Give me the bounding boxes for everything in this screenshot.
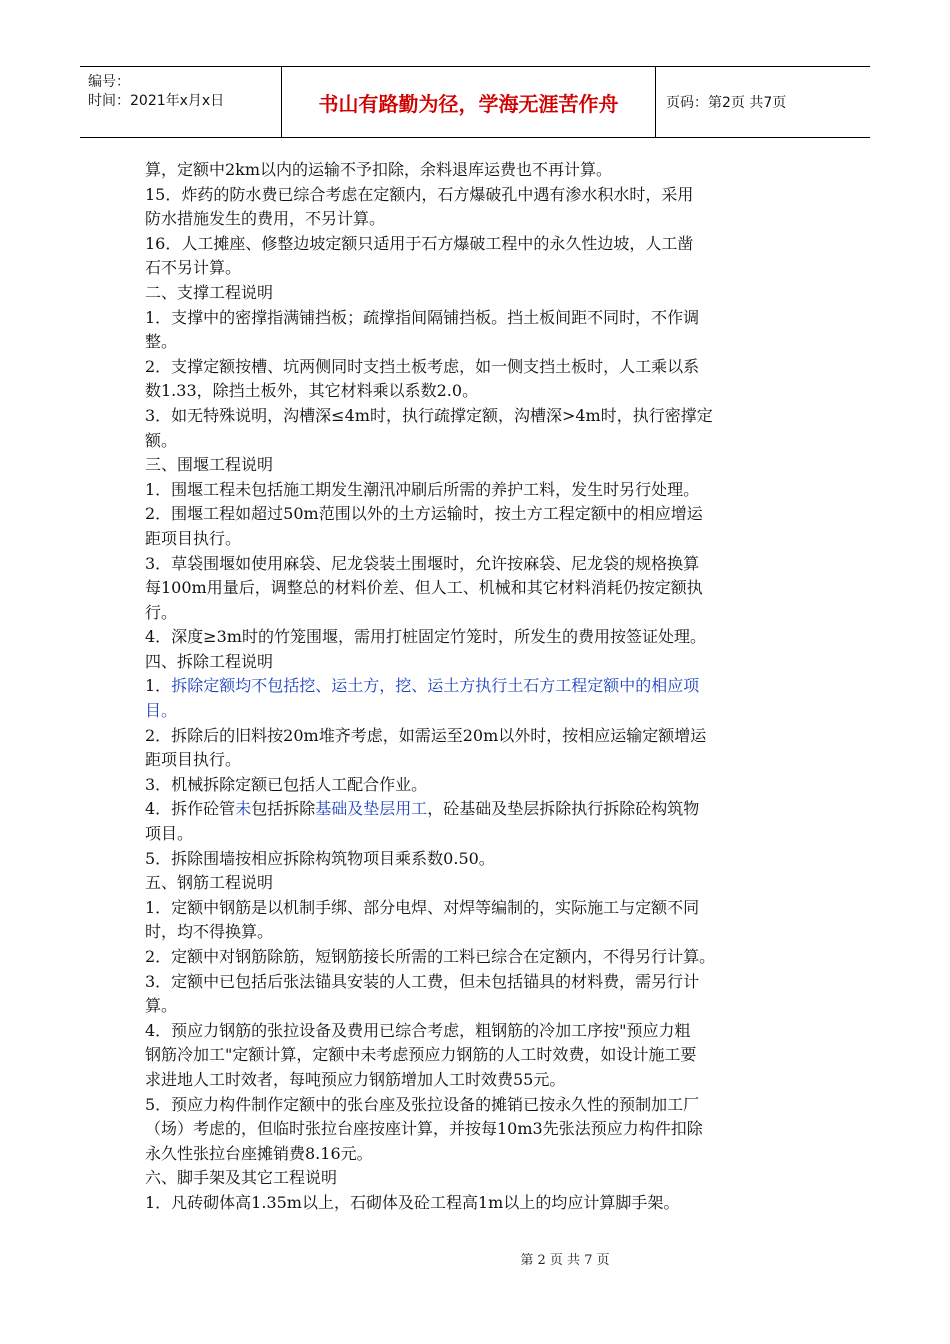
document-number: 编号： (88, 74, 130, 90)
body-line (145, 773, 817, 798)
highlighted-text: 目。 (145, 701, 178, 721)
body-text: 4．深度≥3m时的竹笼围堰，需用打桩固定竹笼时，所发生的费用按签证处理。 (145, 627, 706, 647)
body-line (145, 896, 817, 921)
body-line (145, 355, 817, 380)
body-text: ，砼基础及垫层拆除执行拆除砼构筑物 (427, 799, 700, 819)
body-line (145, 699, 817, 724)
body-text: 距项目执行。 (145, 750, 242, 770)
body-text: 4．拆作砼管 (145, 799, 236, 819)
document-date: 时间：2021年x月x日 (88, 93, 225, 109)
body-text: 16．人工摊座、修整边坡定额只适用于石方爆破工程中的永久性边坡，人工凿 (145, 233, 694, 253)
body-line (145, 601, 817, 626)
body-line (145, 379, 817, 404)
highlighted-text: 基础及垫层用工 (315, 799, 428, 819)
page-footer (0, 1249, 950, 1268)
body-text: 二、支撑工程说明 (145, 282, 274, 302)
body-text: 2．围堰工程如超过50m范围以外的土方运输时，按土方工程定额中的相应增运 (145, 504, 703, 524)
body-line (145, 1142, 817, 1167)
highlighted-text: 拆除定额均不包括挖、运土方，挖、运土方执行土石方工程定额中的相应项 (171, 676, 700, 696)
footer-page-number: 第 2 页 共 7 页 (520, 1253, 610, 1268)
body-text: 求进地人工时效者，每吨预应力钢筋增加人工时效费55元。 (145, 1069, 566, 1089)
body-text: 整。 (145, 332, 178, 352)
body-text: 1．围堰工程未包括施工期发生潮汛冲刷后所需的养护工料，发生时另行处理。 (145, 479, 700, 499)
body-line (145, 552, 817, 577)
body-line (145, 1117, 817, 1142)
body-line (145, 158, 817, 183)
body-text: 距项目执行。 (145, 528, 242, 548)
body-line (145, 306, 817, 331)
body-text: 4．预应力钢筋的张拉设备及费用已综合考虑，粗钢筋的冷加工序按"预应力粗 (145, 1020, 691, 1040)
body-line (145, 207, 817, 232)
body-line (145, 920, 817, 945)
body-line (145, 453, 817, 478)
body-text: 1． (145, 676, 172, 696)
body-line (145, 1068, 817, 1093)
body-text: 算，定额中2km以内的运输不予扣除，余料退库运费也不再计算。 (145, 160, 613, 179)
body-text: 永久性张拉台座摊销费8.16元。 (145, 1143, 373, 1163)
body-line (145, 871, 817, 896)
body-text: 项目。 (145, 824, 194, 844)
body-line (145, 797, 817, 822)
body-text: 5．预应力构件制作定额中的张台座及张拉设备的摊销已按永久性的预制加工厂 (145, 1094, 700, 1114)
body-text: 三、围堰工程说明 (145, 455, 274, 475)
body-text: 2．定额中对钢筋除筋，短钢筋接长所需的工料已综合在定额内，不得另行计算。 (145, 947, 716, 966)
body-text: 15．炸药的防水费已综合考虑在定额内，石方爆破孔中遇有渗水积水时，采用 (145, 184, 694, 204)
body-text: 四、拆除工程说明 (145, 651, 274, 671)
body-text: 3．定额中已包括后张法锚具安装的人工费，但未包括锚具的材料费，需另行计 (145, 971, 700, 991)
body-line (145, 674, 817, 699)
body-text: 算。 (145, 996, 178, 1016)
body-text: 五、钢筋工程说明 (145, 873, 274, 893)
body-line (145, 330, 817, 355)
document-body (145, 158, 817, 1216)
body-text: 2．支撑定额按槽、坑两侧同时支挡土板考虑，如一侧支挡土板时，人工乘以系 (145, 356, 700, 376)
body-line (145, 1093, 817, 1118)
body-text: 5．拆除围墙按相应拆除构筑物项目乘系数0.50。 (145, 848, 495, 868)
body-line (145, 650, 817, 675)
body-text: 1．凡砖砌体高1.35m以上，石砌体及砼工程高1m以上的均应计算脚手架。 (145, 1192, 680, 1212)
body-text: 1．支撑中的密撑指满铺挡板；疏撑指间隔铺挡板。挡土板间距不同时，不作调 (145, 307, 700, 327)
body-line (145, 281, 817, 306)
body-line (145, 527, 817, 552)
body-text: 3．草袋围堰如使用麻袋、尼龙袋装土围堰时，允许按麻袋、尼龙袋的规格换算 (145, 553, 700, 573)
body-line (145, 970, 817, 995)
body-text: 每100m用量后，调整总的材料价差、但人工、机械和其它材料消耗仍按定额执 (145, 578, 703, 598)
body-text: 防水措施发生的费用，不另计算。 (145, 209, 386, 229)
highlighted-text: 未 (235, 799, 252, 819)
body-text: 钢筋冷加工"定额计算，定额中未考虑预应力钢筋的人工时效费，如设计施工要 (145, 1045, 697, 1065)
body-line (145, 502, 817, 527)
body-line (145, 625, 817, 650)
body-text: 数1.33，除挡土板外，其它材料乘以系数2.0。 (145, 381, 479, 401)
page-header (80, 66, 870, 138)
body-text: 行。 (145, 602, 178, 622)
body-text: 时，均不得换算。 (145, 922, 274, 942)
body-line (145, 183, 817, 208)
header-meta (80, 67, 282, 137)
body-line (145, 478, 817, 503)
body-line (145, 404, 817, 429)
body-line (145, 232, 817, 257)
body-line (145, 1166, 817, 1191)
body-line (145, 1019, 817, 1044)
body-text: 3．机械拆除定额已包括人工配合作业。 (145, 774, 428, 794)
body-line (145, 945, 817, 970)
body-text: 1．定额中钢筋是以机制手绑、部分电焊、对焊等编制的，实际施工与定额不同 (145, 897, 700, 917)
body-line (145, 1191, 817, 1216)
body-line (145, 256, 817, 281)
body-text: 2．拆除后的旧料按20m堆齐考虑，如需运至20m以外时，按相应运输定额增运 (145, 725, 707, 745)
body-text: （场）考虑的，但临时张拉台座按座计算，并按每10m3先张法预应力构件扣除 (145, 1119, 703, 1139)
body-line (145, 724, 817, 749)
header-page-code: 页码：第2页 共7页 (666, 95, 787, 111)
body-line (145, 1043, 817, 1068)
body-line (145, 847, 817, 872)
body-line (145, 429, 817, 454)
header-motto: 书山有路勤为径，学海无涯苦作舟 (282, 67, 656, 137)
body-text: 六、脚手架及其它工程说明 (145, 1168, 338, 1188)
body-text: 3．如无特殊说明，沟槽深≤4m时，执行疏撑定额，沟槽深>4m时，执行密撑定 (145, 405, 713, 425)
body-line (145, 576, 817, 601)
body-text: 包括拆除 (251, 799, 316, 819)
body-line (145, 748, 817, 773)
body-text: 额。 (145, 430, 178, 450)
body-line (145, 822, 817, 847)
body-text: 石不另计算。 (145, 258, 242, 278)
body-line (145, 994, 817, 1019)
